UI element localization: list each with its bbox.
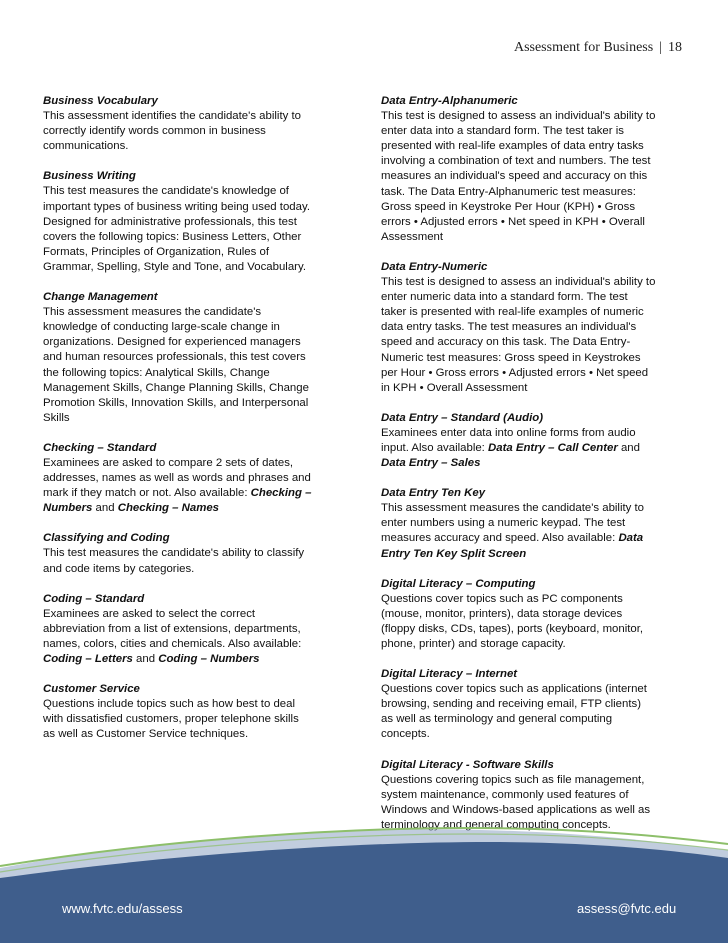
entry-joiner: and — [617, 441, 640, 454]
also-available-test: Data Entry – Call Center — [488, 441, 618, 454]
entry-title: Data Entry Ten Key — [381, 487, 486, 500]
entry-description — [381, 501, 656, 561]
entry-description — [381, 275, 656, 396]
footer-banner — [0, 820, 728, 943]
entry-description-text: Questions include topics such as how best to deal with dissatisfied customers, proper telephone skills as well as Customer Service techniques. — [43, 698, 299, 741]
footer-email[interactable]: assess@fvtc.edu — [577, 901, 677, 916]
also-available-test: Checking – Names — [117, 502, 220, 515]
header-title: Assessment for Business — [513, 40, 654, 55]
assessment-entry — [381, 577, 656, 652]
entry-title: Customer Service — [43, 683, 140, 696]
assessment-entry — [381, 260, 656, 396]
entry-description-text: This test measures the candidate's ability to classify and code items by categories. — [43, 547, 305, 575]
assessment-entry — [43, 169, 313, 275]
entry-description — [43, 456, 313, 516]
assessment-entry — [381, 486, 656, 561]
entry-title: Checking – Standard — [43, 441, 157, 454]
entry-description-text: This assessment identifies the candidate's ability to correctly identify words common in business communications. — [43, 110, 301, 153]
entry-title: Business Vocabulary — [43, 95, 158, 107]
assessment-entry — [43, 592, 313, 667]
footer-url[interactable]: www.fvtc.edu/assess — [62, 901, 183, 916]
page-number: 18 — [668, 40, 682, 55]
entry-title: Data Entry-Numeric — [381, 260, 488, 273]
also-available-test: Coding – Letters — [43, 653, 133, 665]
entry-title: Digital Literacy - Software Skills — [381, 758, 554, 771]
entry-description-text: This assessment measures the candidate's knowledge of conducting large-scale change in organizations. Designed for experienced managers and human resources professionals, this test covers the following topics: Analytical Skills, Change Management Skills, Change Planning Skills, Change Promotion Skills, Innovation Skills, and Interpersonal Skills — [43, 306, 309, 424]
entry-description — [43, 184, 313, 275]
entry-title: Data Entry-Alphanumeric — [381, 95, 518, 107]
entry-joiner: and — [132, 653, 159, 665]
right-column — [381, 94, 656, 848]
also-available-test: Data Entry – Sales — [381, 457, 481, 470]
assessment-entry — [43, 94, 313, 154]
entry-description-text: Questions cover topics such as applications (internet browsing, sending and receiving email, FTP clients) as well as terminology and general computing concepts. — [381, 683, 647, 741]
entry-description-text: Questions covering topics such as file management, system maintenance, commonly used features of Windows and Windows-based applications as well as terminology and general computing concepts. — [381, 773, 651, 831]
entry-description-text: Questions cover topics such as PC components (mouse, monitor, printers), data storage devices (floppy disks, CDs, tapes), ports (keyboard, monitor, phone, printer) and storage capacity. — [381, 592, 644, 650]
entry-description — [43, 697, 313, 742]
entry-description — [43, 109, 313, 154]
entry-description-text: This test measures the candidate's knowledge of important types of business writing being used today. Designed for administrative professionals, this test covers the following topics: Business Letters, Other Formats, Principles of Organization, Rules of Grammar, Spelling, Style and Tone, and Vocabulary. — [43, 185, 310, 273]
entry-joiner: and — [92, 502, 118, 515]
entry-description — [381, 592, 656, 652]
header-separator: | — [659, 40, 662, 55]
left-column — [43, 94, 313, 757]
entry-description-text: This test is designed to assess an individual's ability to enter numeric data into a standard form. The test taker is presented with real-life examples of numeric data entry tasks. The test measures an individual's speed and accuracy on this task. The Data Entry-Numeric test measures: Gross speed in Keystrokes per Hour • Gross errors • Adjusted errors • Net speed in KPH • Overall Assessment — [381, 276, 656, 394]
entry-description-text: Examinees are asked to compare 2 sets of dates, addresses, names as well as words and phrases and mark if they match or not. Also available: — [43, 456, 311, 500]
entry-description-text: Examinees are asked to select the correct abbreviation from a list of extensions, departments, names, colors, cities and chemicals. Also available: — [43, 607, 302, 650]
entry-title: Business Writing — [43, 170, 136, 183]
entry-title: Digital Literacy – Computing — [381, 577, 536, 590]
entry-description — [43, 305, 313, 426]
entry-title: Digital Literacy – Internet — [381, 668, 518, 681]
assessment-entry — [381, 667, 656, 742]
assessment-entry — [381, 94, 656, 245]
entry-description-text: This assessment measures the candidate's ability to enter numbers using a numeric keypad. The test measures accuracy and speed. Also available: — [381, 502, 645, 545]
entry-title: Data Entry – Standard (Audio) — [381, 411, 544, 424]
assessment-entry — [43, 531, 313, 576]
entry-description — [43, 607, 313, 667]
entry-title: Coding – Standard — [43, 592, 145, 605]
entry-description — [381, 682, 656, 742]
entry-title: Classifying and Coding — [43, 532, 170, 545]
entry-title: Change Management — [43, 291, 158, 304]
entry-description — [43, 546, 313, 576]
footer-wave-graphic — [0, 820, 728, 943]
assessment-entry — [43, 290, 313, 426]
entry-description-text: Examinees enter data into online forms from audio input. Also available: — [381, 426, 636, 454]
assessment-entry — [43, 682, 313, 742]
entry-description — [381, 426, 656, 471]
entry-description-text: This test is designed to assess an individual's ability to enter data into a standard form. The test taker is presented with real-life examples of data entry tasks involving a combination of text and numbers. The test measures an individual's speed and accuracy on this task. The Data Entry-Alphanumeric test measures: Gross speed in Keystroke Per Hour (KPH) • Gross errors • Adjusted errors • Net speed in KPH • Overall Assessment — [381, 110, 656, 243]
also-available-test: Coding – Numbers — [158, 653, 260, 665]
assessment-entry — [43, 441, 313, 516]
page-header — [514, 40, 682, 56]
assessment-entry — [381, 411, 656, 471]
entry-description — [381, 109, 656, 245]
also-available-test: Data Entry Ten Key Split Screen — [381, 532, 644, 560]
also-available-test: Checking – Numbers — [43, 487, 312, 515]
